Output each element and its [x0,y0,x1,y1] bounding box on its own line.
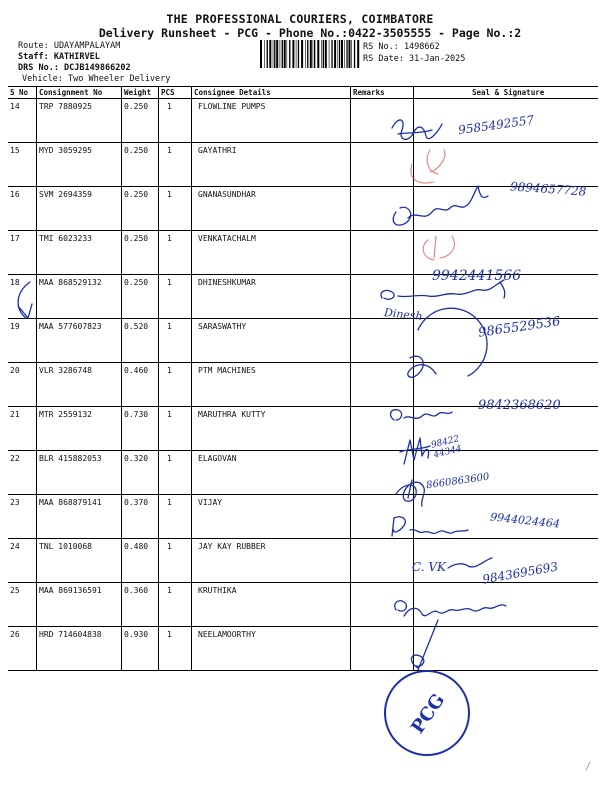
row-sno: 14 [8,99,37,143]
row-remarks [351,319,414,363]
row-consignment-no: TNL 1010068 [37,539,122,583]
row-pcs: 1 [159,187,192,231]
row-pcs: 1 [159,99,192,143]
table-row [8,583,598,627]
col-consignee-header: Consignee Details [192,87,351,99]
barcode-icon [260,40,360,68]
row-consignment-no: TMI 6023233 [37,231,122,275]
handwritten-phone: 9942441566 [432,268,522,284]
row-seal-signature [414,627,599,671]
col-sno-header: S No [8,87,37,99]
handwritten-phone: 98422 44344 [430,434,463,461]
company-name: THE PROFESSIONAL COURIERS, COIMBATORE [166,12,434,26]
row-weight: 0.250 [122,143,159,187]
handwritten-phone: 9843695693 [481,559,559,587]
handwritten-phone: 9842368620 [478,398,561,413]
row-remarks [351,583,414,627]
row-weight: 0.730 [122,407,159,451]
row-weight: 0.250 [122,187,159,231]
row-consignee: FLOWLINE PUMPS [192,99,351,143]
row-remarks [351,99,414,143]
row-consignee: MARUTHRA KUTTY [192,407,351,451]
rs-number: RS No.: 1498662 [363,42,440,52]
rs-date: RS Date: 31-Jan-2025 [363,54,466,64]
row-consignee: GNANASUNDHAR [192,187,351,231]
row-weight: 0.520 [122,319,159,363]
row-pcs: 1 [159,319,192,363]
row-remarks [351,495,414,539]
row-sno: 25 [8,583,37,627]
handwritten-phone: 9585492557 [457,112,535,138]
row-remarks [351,231,414,275]
row-consignment-no: MAA 577607823 [37,319,122,363]
col-consignment-header: Consignment No [37,87,122,99]
row-consignee: NEELAMOORTHY [192,627,351,671]
row-pcs: 1 [159,407,192,451]
row-consignment-no: HRD 714604838 [37,627,122,671]
table-header-row [8,87,598,99]
row-consignee: KRUTHIKA [192,583,351,627]
row-pcs: 1 [159,363,192,407]
row-weight: 0.480 [122,539,159,583]
table-row [8,451,598,495]
row-weight: 0.250 [122,231,159,275]
row-sno: 21 [8,407,37,451]
row-weight: 0.250 [122,99,159,143]
row-consignment-no: MAA 868529132 [37,275,122,319]
row-sno: 18 [8,275,37,319]
row-pcs: 1 [159,275,192,319]
handwritten-name: Dinesh [383,306,424,323]
row-consignment-no: BLR 415882053 [37,451,122,495]
handwritten-phone: 9894657728 [509,179,587,199]
row-seal-signature [414,143,599,187]
row-sno: 15 [8,143,37,187]
row-consignment-no: MYD 3059295 [37,143,122,187]
handwritten-phone: 9944024464 [489,510,561,531]
handwritten-phone: 9865529536 [477,314,562,341]
row-sno: 19 [8,319,37,363]
row-remarks [351,143,414,187]
row-pcs: 1 [159,539,192,583]
row-consignment-no: TRP 7880925 [37,99,122,143]
row-pcs: 1 [159,451,192,495]
row-pcs: 1 [159,495,192,539]
row-weight: 0.250 [122,275,159,319]
row-sno: 26 [8,627,37,671]
row-sno: 23 [8,495,37,539]
table-row [8,407,598,451]
row-sno: 16 [8,187,37,231]
drs-number: DRS No.: DCJB149866202 [18,63,131,73]
row-consignee: JAY KAY RUBBER [192,539,351,583]
row-consignee: DHINESHKUMAR [192,275,351,319]
col-weight-header: Weight [122,87,159,99]
row-seal-signature [414,583,599,627]
row-weight: 0.370 [122,495,159,539]
row-pcs: 1 [159,143,192,187]
staff-label: Staff: KATHIRVEL [18,52,100,62]
row-weight: 0.930 [122,627,159,671]
row-remarks [351,363,414,407]
row-remarks [351,451,414,495]
handwritten-phone: 8660863600 [425,471,491,492]
row-remarks [351,627,414,671]
row-pcs: 1 [159,627,192,671]
row-sno: 24 [8,539,37,583]
route-label: Route: UDAYAMPALAYAM [18,41,121,51]
row-consignee: VENKATACHALM [192,231,351,275]
row-consignment-no: SVM 2694359 [37,187,122,231]
row-consignee: PTM MACHINES [192,363,351,407]
row-consignment-no: MTR 2559132 [37,407,122,451]
pcg-round-stamp [382,668,472,758]
handwritten-name: C. VK [412,560,447,574]
row-consignment-no: VLR 3286748 [37,363,122,407]
row-remarks [351,407,414,451]
row-pcs: 1 [159,583,192,627]
row-consignment-no: MAA 868879141 [37,495,122,539]
row-consignee: ELAGOVAN [192,451,351,495]
col-pcs-header: PCS [159,87,192,99]
row-weight: 0.320 [122,451,159,495]
row-remarks [351,539,414,583]
row-sno: 22 [8,451,37,495]
table-row [8,627,598,671]
col-seal-header: Seal & Signature [414,87,599,99]
row-pcs: 1 [159,231,192,275]
margin-mark [586,762,590,770]
row-weight: 0.360 [122,583,159,627]
runsheet-title: Delivery Runsheet - PCG - Phone No.:0422-3505555 - Page No.:2 [98,26,522,40]
runsheet-table [8,86,598,671]
row-consignment-no: MAA 869136591 [37,583,122,627]
row-consignee: VIJAY [192,495,351,539]
svg-text:PCG: PCG [407,690,450,738]
vehicle-label: Vehicle: Two Wheeler Delivery [22,74,171,84]
row-consignee: GAYATHRI [192,143,351,187]
row-sno: 17 [8,231,37,275]
row-remarks [351,187,414,231]
row-weight: 0.460 [122,363,159,407]
row-consignee: SARASWATHY [192,319,351,363]
col-remarks-header: Remarks [351,87,414,99]
row-sno: 20 [8,363,37,407]
